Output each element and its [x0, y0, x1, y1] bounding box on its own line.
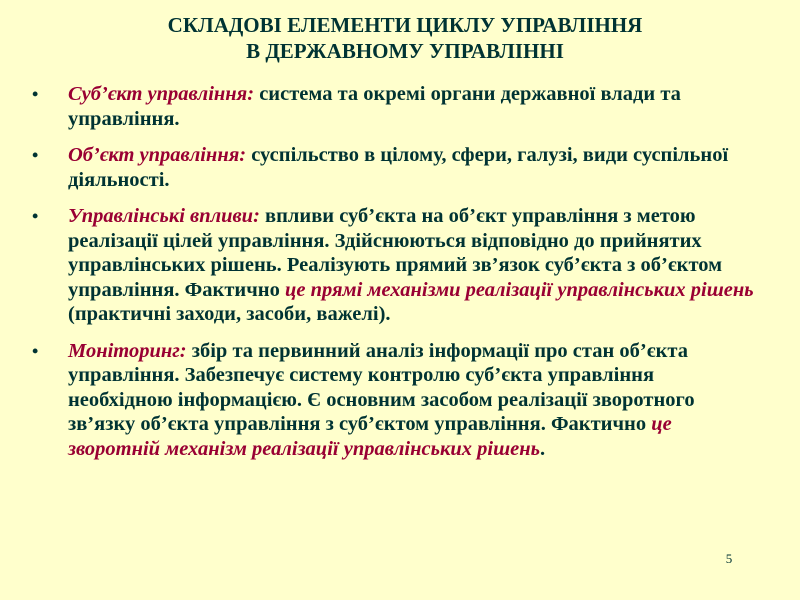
bullet-emphasis: це прямі механізми реалізації управлінських рішень — [284, 278, 754, 301]
bullet-term: Об’єкт управління: — [68, 144, 247, 166]
title-line-2: В ДЕРЖАВНОМУ УПРАВЛІННІ — [246, 39, 564, 63]
bullet-text: суспільство в цілому, сфери, галузі, види суспільної діяльності. — [68, 144, 729, 191]
title-line-1: СКЛАДОВІ ЕЛЕМЕНТИ ЦИКЛУ УПРАВЛІННЯ — [167, 13, 643, 37]
bullet-icon: • — [32, 206, 39, 226]
bullet-term: Моніторинг: — [68, 339, 187, 362]
bullet-monitoring — [32, 339, 762, 462]
bullet-icon: • — [32, 145, 39, 165]
bullet-list — [32, 82, 762, 473]
page-number: 5 — [725, 551, 733, 566]
bullet-object — [32, 143, 762, 192]
bullet-emphasis: це зворотній механізм реалізації управлінських рішень — [68, 413, 672, 460]
bullet-icon: • — [32, 340, 39, 361]
bullet-text: збір та первинний аналіз інформації про стан об’єкта управління. Забезпечує систему контролю суб’єкта управління необхідною інформацією. Є основним засобом реалізації зворотного зв’язку об’єкта управління з суб’єктом управління. Фактично — [68, 339, 695, 435]
bullet-term: Управлінські впливи: — [68, 205, 260, 227]
bullet-text: впливи суб’єкта на об’єкт управління з метою реалізації цілей управління. Здійснюються відповідно до прийнятих управлінських рішень. Реалізують прямий зв’язок суб’єкта з об’єктом управління. Фактично — [68, 205, 723, 301]
bullet-tail: (практичні заходи, засоби, важелі). — [68, 303, 391, 325]
bullet-tail: . — [540, 437, 546, 460]
bullet-text: система та окремі органи державної влади та управління. — [68, 83, 681, 130]
bullet-icon: • — [32, 84, 39, 104]
bullet-term: Суб’єкт управління: — [68, 83, 255, 105]
bullet-influences — [32, 204, 762, 327]
slide-title — [0, 12, 800, 64]
bullet-subject — [32, 82, 762, 131]
